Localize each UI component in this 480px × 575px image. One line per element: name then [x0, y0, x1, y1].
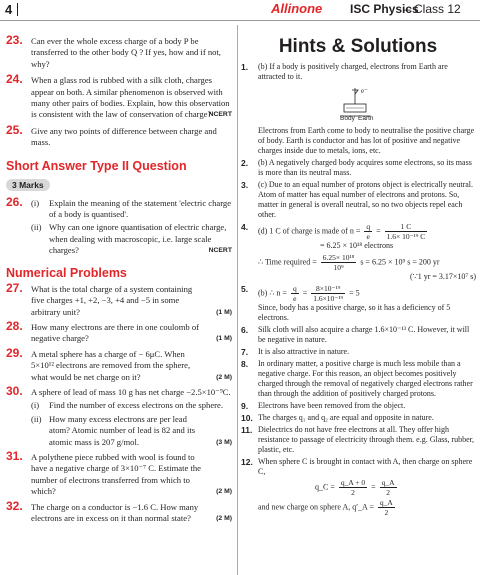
fraction — [364, 222, 372, 241]
sub-question-label: (ii) — [31, 222, 42, 233]
fraction — [380, 478, 397, 497]
question-number: 24. — [6, 72, 23, 87]
answer-number: 7. — [241, 347, 249, 357]
source-tag: NCERT — [208, 247, 232, 255]
answer-9 — [240, 401, 476, 411]
sub-question-text: How many excess electrons are per lead atom? Atomic number of lead is 82 and its atomic mass is 207 g/mol. — [49, 413, 196, 447]
answer-2 — [240, 158, 476, 178]
answer-text: (c) Due to an equal number of protons object is electrically neutral. Atom of matter has equal number of electrons and protons. So, matter in general is overall neutral, so no two objects repel each other. — [258, 180, 474, 219]
question-number: 26. — [6, 194, 23, 209]
class-label: – Class 12 — [404, 2, 461, 16]
answer-4-result: = 6.25 × 10¹⁸ electrons — [320, 241, 394, 250]
solutions-title: Hints & Solutions — [278, 36, 438, 57]
answer-number: 10. — [241, 413, 253, 423]
answer-number: 8. — [241, 359, 249, 369]
answer-10 — [240, 413, 476, 423]
answer-3 — [240, 180, 476, 220]
answer-text: The charges q₁ and q₂ are equal and opposite in nature. — [258, 413, 434, 422]
answer-text: (b) A negatively charged body acquires some electrons, so its mass is more than its neutral mass. — [258, 158, 472, 177]
answer-5-continued: Since, body has a positive charge, so it has a deficiency of 5 electrons. — [258, 303, 451, 322]
answer-12 — [240, 457, 476, 477]
header-separator — [17, 3, 18, 16]
question-26 — [4, 194, 232, 257]
page-header — [0, 0, 480, 20]
question-text: How many electrons are there in one coulomb of negative charge? — [31, 321, 199, 344]
answer-number: 11. — [241, 425, 253, 435]
question-30 — [4, 383, 232, 448]
question-number: 28. — [6, 318, 23, 333]
sub-question-label: (ii) — [31, 413, 42, 424]
denominator: 2 — [386, 488, 390, 497]
sub-question-text: Find the number of excess electrons on the sphere. — [49, 400, 223, 411]
answer-text: When sphere C is brought in contact with A, then charge on sphere C, — [258, 457, 473, 476]
body-label: Body — [340, 115, 355, 122]
sub-question-text: Why can one ignore quantisation of electric charge, when dealing with macroscopic, i.e. large scale charges? — [49, 222, 227, 256]
question-text: When a glass rod is rubbed with a silk cloth, charges appear on both. A similar phenomenon is observed with many other pairs of bodies. Explain, how this observation is consistent with the law of conservation of charge? — [31, 75, 230, 120]
question-number: 31. — [6, 448, 23, 463]
fraction — [311, 284, 345, 303]
question-text: A sphere of lead of mass 10 g has net charge −2.5×10⁻⁹C. — [31, 386, 231, 397]
answer-11 — [240, 425, 476, 455]
answer-text: (b) ∴ n = — [258, 288, 287, 298]
question-text: Can ever the whole excess charge of a body P be transferred to the other body Q ? If yes, how and if not, why? — [31, 36, 221, 69]
answer-text: (b) If a body is positively charged, electrons from Earth are attracted to it. — [258, 62, 448, 81]
equation-label: q′_A = — [352, 502, 374, 512]
answer-number: 1. — [241, 62, 249, 72]
body-earth-figure — [240, 82, 476, 126]
question-text: What is the total charge of a system containing five charges +1, +2, −3, +4 and −5 in some arbitrary unit? — [31, 283, 193, 317]
sub-question — [31, 400, 232, 411]
marks-tag: (2 M) — [216, 515, 232, 522]
question-number: 25. — [6, 122, 23, 137]
electron-label: e⁻ — [361, 87, 368, 95]
numerator: q_A — [381, 478, 395, 487]
section-heading-short-answer: Short Answer Type II Question — [6, 158, 187, 173]
denominator: 10⁹ — [333, 263, 344, 272]
answer-text: Dielectrics do not have free electrons at all. They offer high resistance to passage of electricity through them. e.g. Glass, rubber, plastic, etc. — [258, 425, 475, 454]
fraction — [291, 284, 299, 303]
answer-text: Electrons have been removed from the object. — [258, 401, 406, 410]
answer-text: It is also attractive in nature. — [258, 347, 350, 356]
denominator: e — [293, 294, 297, 303]
denominator: 2 — [351, 488, 355, 497]
fraction — [339, 478, 367, 497]
answer-number: 5. — [241, 284, 249, 294]
answer-number: 2. — [241, 158, 249, 168]
answer-4 — [240, 222, 476, 241]
fraction — [385, 222, 428, 241]
question-number: 32. — [6, 498, 23, 513]
answer-1-continued: Electrons from Earth come to body to neutralise the positive charge of body. Earth is conductor and has lot of positive and negative charges inside due to metals, ions, etc. — [258, 126, 475, 155]
section-heading-numerical: Numerical Problems — [6, 265, 127, 280]
denominator: e — [366, 232, 370, 241]
answer-number: 6. — [241, 325, 249, 335]
column-divider — [237, 25, 238, 575]
question-text: A polythene piece rubbed with wool is found to have a negative charge of 3×10⁻⁷ C. Estimate the number of electrons transferred from which to which? — [31, 451, 201, 497]
denominator: 1.6× 10⁻¹⁹ C — [386, 232, 426, 241]
answer-result: = 5 — [349, 288, 360, 298]
marks-tag: (2 M) — [216, 373, 232, 381]
question-number: 27. — [6, 280, 23, 295]
question-number: 23. — [6, 33, 23, 47]
answer-text: In ordinary matter, a positive charge is much less mobile than a negative charge. For this reason, an object becomes positively charged through the removal of negatively charged electrons rather than through the addition of positively charged protons. — [258, 359, 473, 398]
sub-question — [31, 222, 232, 256]
equals-sign: = — [376, 226, 381, 236]
question-25 — [4, 122, 232, 149]
answer-7 — [240, 347, 476, 357]
question-text: The charge on a conductor is −1.6 C. How many electrons are in excess on it than normal state? — [31, 501, 199, 523]
source-tag: NCERT — [208, 111, 232, 119]
sub-question-label: (i) — [31, 197, 40, 208]
question-31 — [4, 448, 232, 498]
sub-question — [31, 198, 232, 221]
fraction — [378, 498, 395, 517]
solutions-column — [240, 36, 476, 517]
equals-sign: = — [371, 482, 376, 492]
question-29 — [4, 345, 232, 383]
numerator: q_A + 0 — [340, 478, 366, 487]
answer-8 — [240, 359, 476, 399]
answer-text: (d) 1 C of charge is made of n = — [258, 226, 361, 236]
time-label: ∴ Time required = — [258, 257, 317, 267]
answer-6 — [240, 325, 476, 345]
marks-badge: 3 Marks — [6, 179, 50, 191]
denominator: 1.6×10⁻¹⁹ — [313, 294, 344, 303]
earth-label: Earth — [358, 115, 374, 122]
numerator: 1 C — [385, 222, 428, 232]
answer-4-note: (∵1 yr = 3.17×10⁷ s) — [409, 272, 476, 281]
fraction — [321, 253, 357, 272]
answer-number: 12. — [241, 457, 253, 467]
answer-1 — [240, 62, 476, 82]
answer-5 — [240, 284, 476, 303]
answer-12-qa — [240, 498, 476, 517]
question-27 — [4, 280, 232, 318]
marks-tag: (1 M) — [216, 308, 232, 316]
answer-text: Silk cloth will also acquire a charge 1.6×10⁻¹³ C. However, it will be negative in nature. — [258, 325, 470, 344]
question-24 — [4, 72, 232, 121]
question-number: 30. — [6, 383, 23, 398]
header-rule — [0, 20, 480, 21]
subject-title: ISC Physics — [350, 2, 419, 16]
sub-question — [31, 414, 232, 448]
answer-number: 3. — [241, 180, 249, 190]
brand-logo: Allinone — [271, 1, 323, 16]
page-number: 4 — [5, 2, 13, 17]
sub-question-text: Explain the meaning of the statement 'electric charge of a body is quantised'. — [49, 197, 232, 220]
sub-question-label: (i) — [31, 400, 40, 411]
numerator: 6.25× 10¹⁸ — [322, 253, 355, 262]
numerator: q — [292, 284, 297, 293]
questions-column — [4, 33, 232, 524]
question-text: A metal sphere has a charge of − 6μC. When 5×10¹² electrons are removed from the sphere, what would be net charge on it? — [31, 348, 191, 382]
marks-tag: (1 M) — [216, 335, 232, 343]
answer-4-time — [240, 253, 476, 272]
numerator: q_A — [379, 498, 393, 507]
question-32 — [4, 498, 232, 525]
question-28 — [4, 318, 232, 345]
answer-text: and new charge on sphere A, — [258, 502, 351, 512]
time-result: s = 6.25 × 10⁹ s = 200 yr — [360, 257, 440, 267]
numerator: q — [366, 222, 371, 231]
numerator: 8×10⁻¹⁹ — [311, 284, 345, 294]
marks-tag: (2 M) — [216, 488, 232, 496]
equation-label: q_C = — [315, 482, 335, 492]
marks-tag: (3 M) — [216, 438, 232, 446]
question-number: 29. — [6, 345, 23, 360]
equals-sign: = — [302, 288, 308, 298]
denominator: 2 — [384, 508, 389, 517]
answer-number: 4. — [241, 222, 249, 232]
answer-number: 9. — [241, 401, 249, 411]
answer-12-qc — [240, 478, 476, 497]
question-23 — [4, 33, 232, 70]
question-text: Give any two points of difference between charge and mass. — [31, 125, 217, 148]
